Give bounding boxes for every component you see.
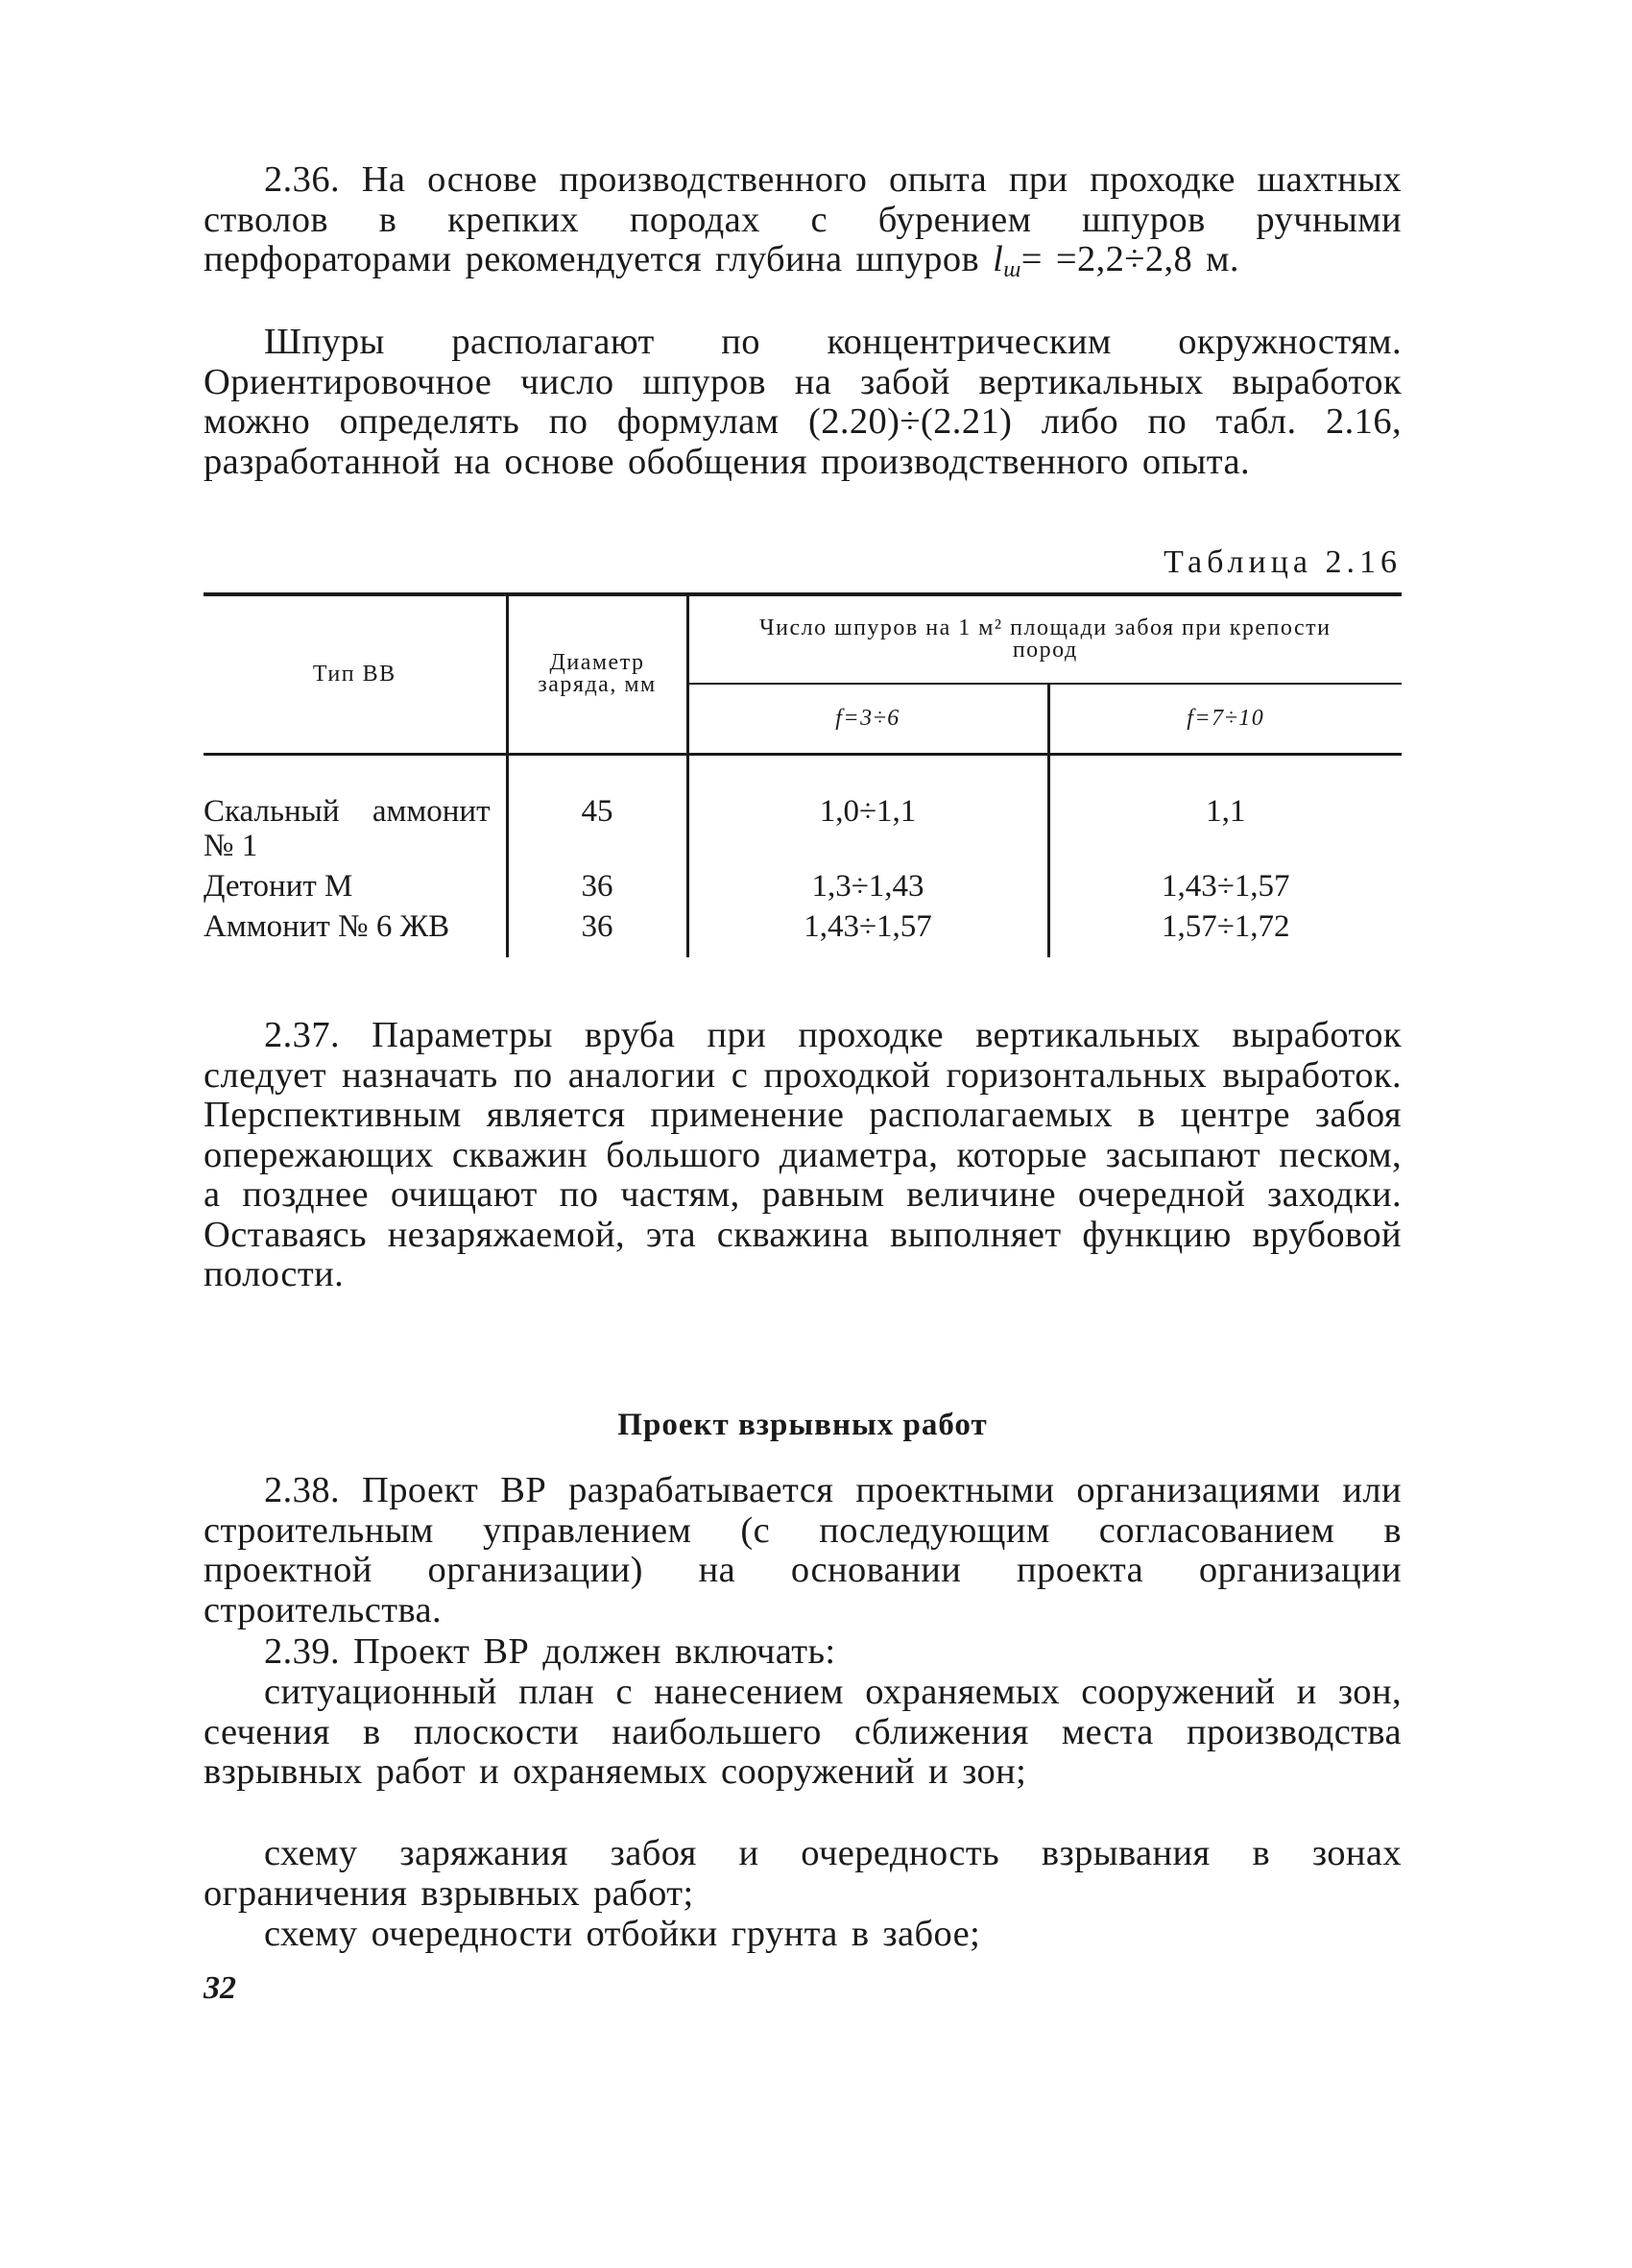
cell-f-7-10: 1,43÷1,57 [1048,863,1402,904]
paragraph-2-39: 2.39. Проект ВР должен включать: [264,1631,836,1672]
variable-l: l [993,239,1004,279]
section-heading: Проект взрывных работ [617,1408,988,1442]
paragraph-2-36-text: 2.36. На основе производственного опыта при проходке шахтных стволов в крепких породах с бурением шпуров ручными перфораторами рекомендуется глубина шпуров [204,159,1402,279]
table-row [204,863,1402,904]
cell-diameter: 45 [507,754,687,863]
cell-type: Детонит М [204,868,353,904]
list-item: ситуационный план с нанесением охраняемых сооружений и зон, сечения в плоскости наибольшего сближения места производства взрывных работ и охраняемых сооружений и зон; [204,1672,1402,1792]
header-f-7-10: f=7÷10 [1048,684,1402,754]
table-caption: Таблица 2.16 [1164,544,1402,580]
header-holes-per-m2: Число шпуров на 1 м² площади забоя при крепости пород [687,594,1402,684]
cell-f-7-10: 1,1 [1048,754,1402,863]
cell-diameter: 36 [507,863,687,904]
cell-diameter: 36 [507,904,687,957]
paragraph-2-37: 2.37. Параметры вруба при проходке вертикальных выработок следует назначать по аналогии с проходкой горизонтальных выработок. Перспективным является применение располагаемых в центре забоя опережающих скважин большого диаметра, которые засыпают песком, а позднее очищают по частям, равным величине очередной заходки. Оставаясь незаряжаемой, эта скважина выполняет функцию врубовой полости. [204,1015,1402,1294]
list-item: схему очередности отбойки грунта в забое; [264,1914,981,1954]
subscript-sh: ш [1003,257,1021,282]
paragraph-2-36-tail: = =2,2÷2,8 м. [1020,239,1239,279]
cell-type: Аммонит № 6 ЖВ [204,908,450,944]
page-number: 32 [204,1970,236,2006]
table-header [204,594,1402,754]
cell-type: Скальный аммонит № 1 [204,793,491,863]
header-f-3-6: f=3÷6 [687,684,1048,754]
cell-f-3-6: 1,0÷1,1 [687,754,1048,863]
paragraph-2-36-continued: Шпуры располагают по концентрическим окружностям. Ориентировочное число шпуров на забой вертикальных выработок можно определять по формулам (2.20)÷(2.21) либо по табл. 2.16, разработанной на основе обобщения производственного опыта. [204,322,1402,482]
paragraph-2-38: 2.38. Проект ВР разрабатывается проектными организациями или строительным управлением (с последующим согласованием в проектной организации) на основании проекта организации строительства. [204,1470,1402,1630]
table-body [204,754,1402,957]
cell-f-3-6: 1,3÷1,43 [687,863,1048,904]
list-item: схему заряжания забоя и очередность взрывания в зонах ограничения взрывных работ; [204,1833,1402,1914]
cell-f-7-10: 1,57÷1,72 [1048,904,1402,957]
header-explosive-type: Тип ВВ [312,661,396,687]
cell-f-3-6: 1,43÷1,57 [687,904,1048,957]
table-row [204,754,1402,863]
table-row [204,904,1402,957]
paragraph-2-36 [204,160,1402,291]
header-charge-diameter: Диаметр заряда, мм [507,594,687,754]
data-table [204,592,1402,957]
